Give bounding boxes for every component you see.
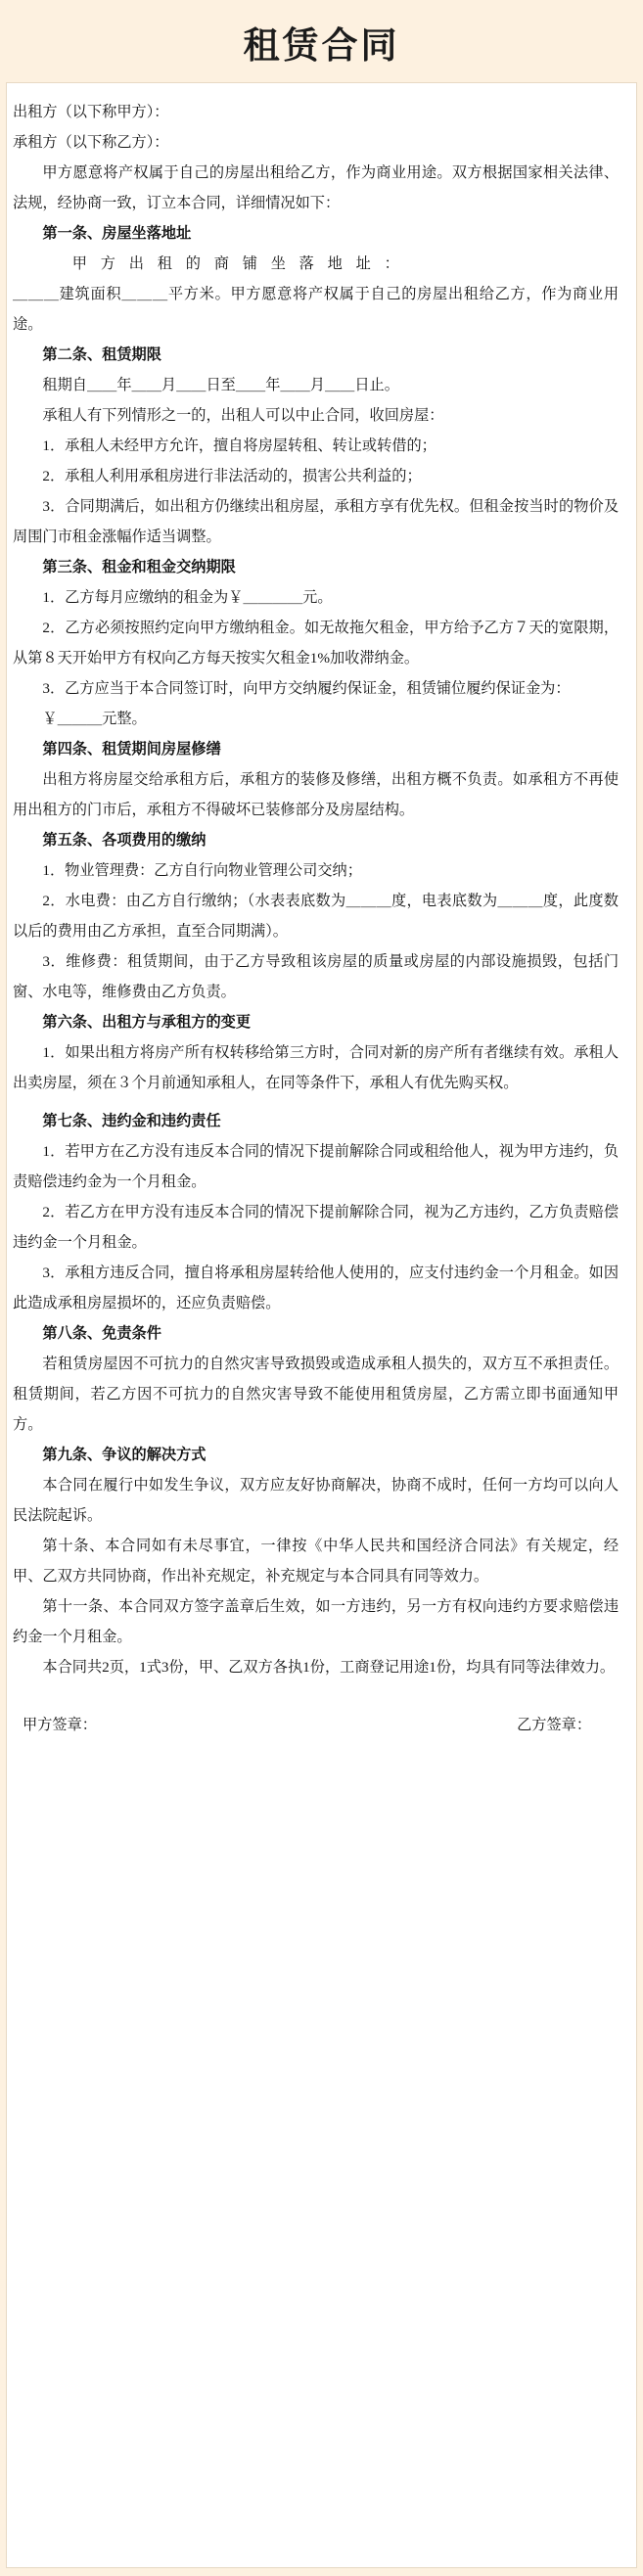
section-3-paragraph-4: ￥＿＿＿元整。	[42, 711, 147, 727]
section-5-paragraph-3: 3．维修费：租赁期间，由于乙方导致租该房屋的质量或房屋的内部设施损毁，包括门窗、水电等，维修费由乙方负责。	[13, 953, 619, 1000]
section-3-paragraph-3: 3．乙方应当于本合同签订时，向甲方交纳履约保证金，租赁铺位履约保证金为：	[42, 680, 571, 697]
section-heading-6: 第六条、出租方与承租方的变更	[42, 1014, 252, 1031]
party-a-line: 出租方（以下称甲方）：	[13, 104, 169, 120]
section-10-paragraph: 第十条、本合同如有未尽事宜，一律按《中华人民共和国经济合同法》有关规定，经甲、乙双方共同协商，作出补充规定，补充规定与本合同具有同等效力。	[13, 1538, 619, 1585]
section-3-paragraph-1: 1．乙方每月应缴纳的租金为￥＿＿＿＿元。	[42, 589, 333, 606]
copies-paragraph: 本合同共2页，1式3份，甲、乙双方各执1份，工商登记用途1份，均具有同等法律效力。	[42, 1659, 616, 1676]
section-1-paragraph-1: 甲 方 出 租 的 商 铺 坐 落 地 址 ：	[71, 255, 404, 272]
section-heading-4: 第四条、租赁期间房屋修缮	[42, 741, 221, 758]
party-b-line: 承租方（以下称乙方）：	[13, 134, 169, 151]
section-heading-2: 第二条、租赁期限	[42, 346, 161, 363]
section-5-paragraph-1: 1．物业管理费：乙方自行向物业管理公司交纳；	[42, 862, 362, 879]
section-7-paragraph-1: 1．若甲方在乙方没有违反本合同的情况下提前解除合同或租给他人，视为甲方违约，负责赔偿违约金为一个月租金。	[13, 1143, 619, 1190]
section-heading-1: 第一条、房屋坐落地址	[42, 225, 192, 242]
contract-sheet	[6, 82, 637, 2568]
section-1-paragraph-2: ＿＿＿建筑面积＿＿＿平方米。甲方愿意将产权属于自己的房屋出租给乙方，作为商业用途。	[13, 286, 619, 333]
section-heading-9: 第九条、争议的解决方式	[42, 1447, 207, 1463]
section-7-paragraph-2: 2．若乙方在甲方没有违反本合同的情况下提前解除合同，视为乙方违约，乙方负责赔偿违约金一个月租金。	[13, 1204, 619, 1251]
signature-row	[13, 1696, 619, 1740]
preamble: 甲方愿意将产权属于自己的房屋出租给乙方，作为商业用途。双方根据国家相关法律、法规，经协商一致，订立本合同，详细情况如下：	[13, 164, 619, 211]
section-heading-3: 第三条、租金和租金交纳期限	[42, 559, 236, 575]
contract-body	[13, 97, 619, 1740]
section-6-paragraph-1: 1．如果出租方将房产所有权转移给第三方时，合同对新的房产所有者继续有效。承租人出卖房屋，须在３个月前通知承租人，在同等条件下，承租人有优先购买权。	[13, 1044, 619, 1091]
section-heading-5: 第五条、各项费用的缴纳	[42, 832, 207, 849]
section-heading-8: 第八条、免责条件	[42, 1325, 161, 1342]
section-2-paragraph-2: 承租人有下列情形之一的，出租人可以中止合同，收回房屋：	[42, 407, 444, 424]
page-title: 租赁合同	[243, 26, 400, 67]
section-4-paragraph-1: 出租方将房屋交给承租方后，承租方的装修及修缮，出租方概不负责。如承租方不再使用出租方的门市后，承租方不得破坏已装修部分及房屋结构。	[13, 771, 619, 818]
section-2-paragraph-5: 3．合同期满后，如出租方仍继续出租房屋，承租方享有优先权。但租金按当时的物价及周围门市租金涨幅作适当调整。	[13, 498, 619, 545]
section-11-paragraph: 第十一条、本合同双方签字盖章后生效，如一方违约，另一方有权向违约方要求赔偿违约金一个月租金。	[13, 1598, 619, 1645]
party-b-signature: 乙方签章：	[517, 1717, 591, 1733]
section-2-paragraph-4: 2．承租人利用承租房进行非法活动的，损害公共利益的；	[42, 468, 422, 484]
section-5-paragraph-2: 2．水电费：由乙方自行缴纳；（水表表底数为＿＿＿度，电表底数为＿＿＿度，此度数以后的费用由乙方承担，直至合同期满）。	[13, 893, 619, 940]
section-3-paragraph-2: 2．乙方必须按照约定向甲方缴纳租金。如无故拖欠租金，甲方给予乙方７天的宽限期，从第８天开始甲方有权向乙方每天按实欠租金1%加收滞纳金。	[13, 620, 619, 667]
section-2-paragraph-1: 租期自＿＿年＿＿月＿＿日至＿＿年＿＿月＿＿日止。	[42, 377, 399, 393]
section-7-paragraph-3: 3．承租方违反合同，擅自将承租房屋转给他人使用的，应支付违约金一个月租金。如因此造成承租房屋损坏的，还应负责赔偿。	[13, 1265, 619, 1311]
party-a-signature: 甲方签章：	[23, 1717, 97, 1733]
section-heading-7: 第七条、违约金和违约责任	[42, 1113, 221, 1129]
section-8-paragraph-1: 若租赁房屋因不可抗力的自然灾害导致损毁或造成承租人损失的，双方互不承担责任。租赁期间，若乙方因不可抗力的自然灾害导致不能使用租赁房屋，乙方需立即书面通知甲方。	[13, 1356, 619, 1433]
section-2-paragraph-3: 1．承租人未经甲方允许，擅自将房屋转租、转让或转借的；	[42, 437, 436, 454]
section-9-paragraph-1: 本合同在履行中如发生争议，双方应友好协商解决，协商不成时，任何一方均可以向人民法院起诉。	[13, 1477, 619, 1524]
